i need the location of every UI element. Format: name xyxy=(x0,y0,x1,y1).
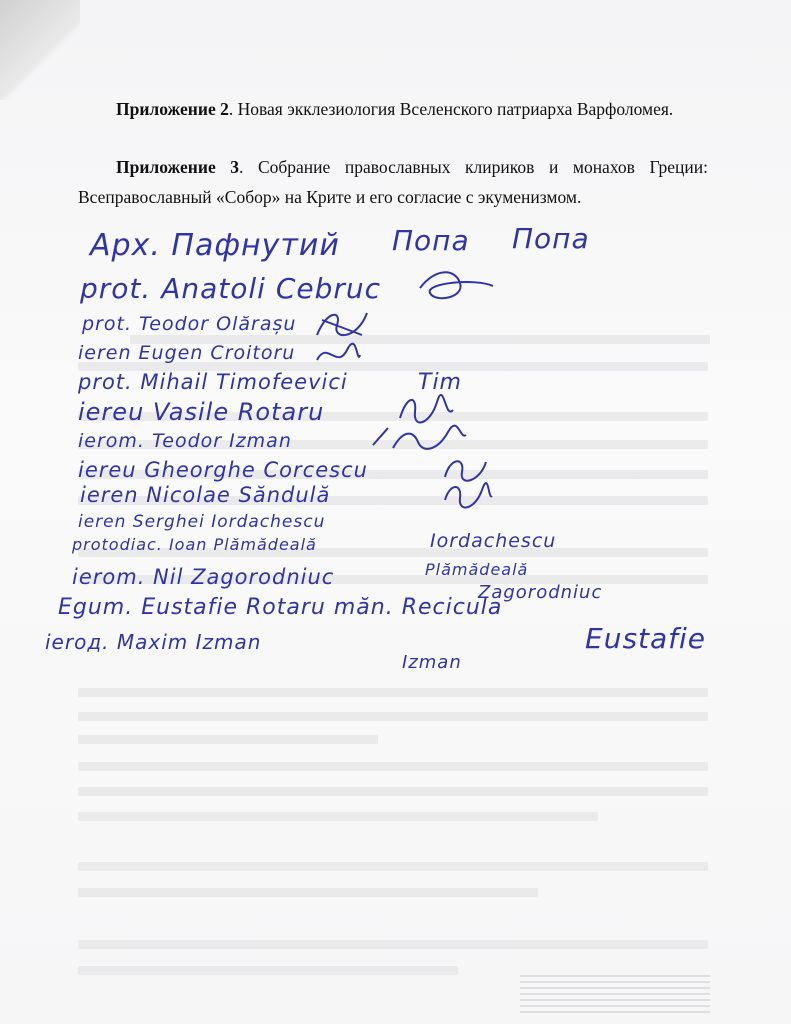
bleed-line xyxy=(78,762,708,771)
signature-scribble xyxy=(312,340,362,370)
scan-shadow xyxy=(0,0,80,100)
appendix-2-label: Приложение 2 xyxy=(116,99,229,119)
signature-scribble xyxy=(440,478,495,512)
bleed-line xyxy=(78,688,708,697)
appendix-3 xyxy=(78,152,708,212)
bleed-line xyxy=(78,862,708,871)
bleed-line xyxy=(78,966,458,975)
signature-mark: Plămădeală xyxy=(425,560,529,579)
signature-name: ieren Nicolae Săndulă xyxy=(80,483,331,507)
signature-name: ieren Eugen Croitoru xyxy=(78,342,296,364)
signature-mark: Zagorodniuc xyxy=(478,582,603,603)
signature-mark: Попа xyxy=(512,222,590,255)
signature-name: Арх. Пафнутий xyxy=(90,228,340,263)
signature-name: ierom. Nil Zagorodniuc xyxy=(72,565,335,589)
signature-name: ieroд. Maxim Izman xyxy=(45,630,262,654)
bleed-line xyxy=(78,888,538,897)
signature-name: iereu Gheorghe Corcescu xyxy=(78,458,368,482)
signature-name: iereu Vasile Rotaru xyxy=(78,398,325,426)
signature-mark: Tim xyxy=(418,370,462,395)
signature-mark: Izman xyxy=(402,652,462,673)
signature-name: prot. Mihail Timofeevici xyxy=(78,370,348,394)
signature-scribble xyxy=(415,268,495,308)
signature-name: prot. Anatoli Cebruc xyxy=(80,272,382,305)
appendix-2 xyxy=(78,94,708,124)
signature-name: prot. Teodor Olărașu xyxy=(82,313,297,335)
signature-name: Egum. Eustafie Rotaru măn. Recicula xyxy=(58,595,503,620)
signature-mark: Попа xyxy=(392,224,470,257)
signature-mark: Eustafie xyxy=(585,622,707,655)
appendix-3-text: . Собрание православных клириков и монахов Греции: Всеправославный «Собор» на Крите и его согласие с экуменизмом. xyxy=(78,157,708,207)
appendix-2-text: . Новая экклезиология Вселенского патриарха Варфоломея. xyxy=(228,99,674,119)
appendix-3-label: Приложение 3 xyxy=(116,157,240,177)
signature-mark: Iordachescu xyxy=(430,530,557,552)
bleed-line xyxy=(78,712,708,721)
signature-name: ieren Serghei Iordachescu xyxy=(78,512,326,532)
bleed-line xyxy=(78,940,708,949)
bleed-line xyxy=(78,735,378,744)
signature-scribble xyxy=(312,305,372,345)
bleed-stamp xyxy=(520,975,710,1015)
signature-scribble xyxy=(368,420,468,456)
bleed-line xyxy=(78,787,708,796)
bleed-line xyxy=(78,812,598,821)
signature-name: protodiac. Ioan Plămădeală xyxy=(72,535,317,554)
signature-name: ierom. Teodor Izman xyxy=(78,430,292,452)
